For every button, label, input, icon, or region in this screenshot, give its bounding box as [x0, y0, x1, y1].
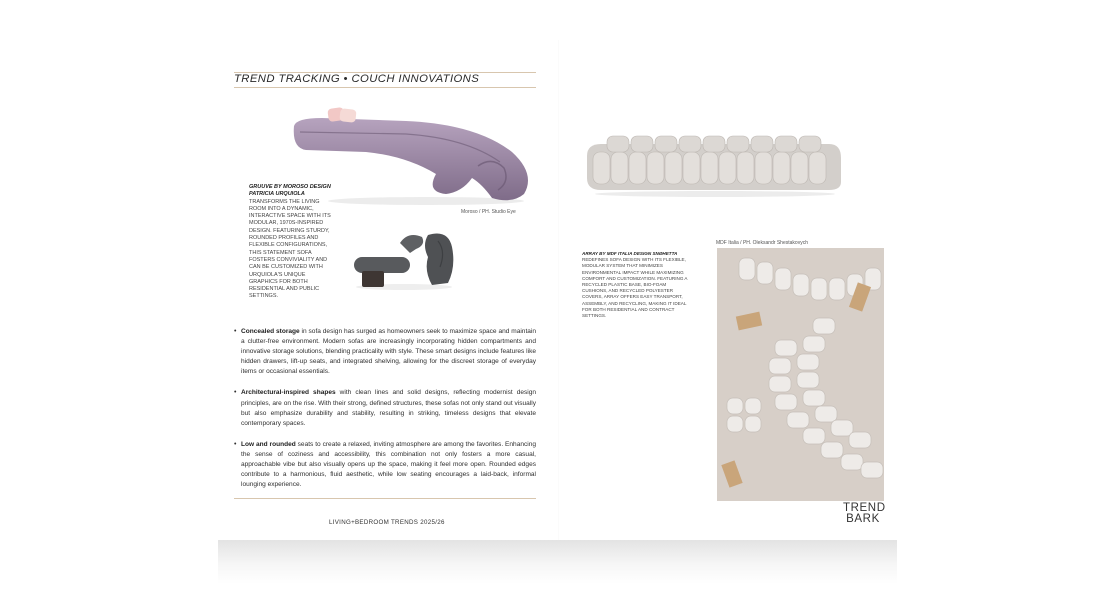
title-rule-bottom — [234, 87, 536, 88]
gruuve-caption — [249, 184, 331, 301]
array-caption — [582, 251, 690, 319]
gruuve-chairs-image — [352, 227, 456, 291]
magazine-spread — [218, 40, 897, 540]
array-sofa-image — [583, 132, 845, 200]
bullet-text: seats to create a relaxed, inviting atmosphere are among the favorites. Enhancing the sense of coziness and accessibility, this combination not only fosters a more casual, approachable vibe but also visually opens up the space, making it feel more open. Rounded edges contribute to a harmonious, fluid aesthetic, while low seating encourages a laid-back, informal lounging experience. — [241, 440, 536, 489]
page-shadow — [218, 540, 897, 584]
bullet-low-and-rounded — [234, 440, 536, 490]
gruuve-photo-credit: Moroso / PH. Studio Eye — [461, 209, 516, 215]
bullet-dot: • — [234, 389, 237, 397]
bullet-dot: • — [234, 328, 237, 335]
page-gutter — [558, 40, 559, 540]
page-footer: LIVING+BEDROOM TRENDS 2025/26 — [329, 519, 445, 526]
logo-line-2: BARK — [846, 513, 880, 525]
array-photo-credit: MDF Italia / PH. Oleksandr Shestakovych — [716, 240, 808, 246]
bullet-lead: Architectural-inspired shapes — [241, 389, 336, 397]
array-caption-body: REDEFINES SOFA DESIGN WITH ITS FLEXIBLE, MODULAR SYSTEM THAT MINIMIZES ENVIRONMENTAL IMPACT WHILE MAXIMIZING COMFORT AND CUSTOMIZATION. FEATURING A RECYCLED PLASTIC BASE, BIO-FOAM CUSHIONS, AND RECYCLED POLYESTER COVERS, ARRAY OFFERS EASY TRANSPORT, ASSEMBLY, AND RECYCLING, MAKING IT IDEAL FOR BOTH RESIDENTIAL AND CONTRACT SETTINGS. — [582, 257, 688, 319]
logo-line-1: TREND — [843, 502, 886, 514]
bullet-architectural-shapes — [234, 388, 536, 428]
footer-rule — [234, 498, 536, 499]
bullet-text: in sofa design has surged as homeowners seek to maximize space and maintain a clutter-free environment. Modern sofas are increasingly incorporating hidden compartments and innovative storage solutions, blending practicality with style. These smart designs include features like hidden drawers, lift-up seats, and integrated shelving, allowing for the discreet storage of everyday items or occasional essentials. — [241, 328, 537, 376]
gruuve-caption-heading: GRUUVE BY MOROSO DESIGN PATRICIA URQUIOLA — [249, 184, 331, 198]
array-overhead-photo — [717, 248, 884, 501]
page-title: TREND TRACKING • COUCH INNOVATIONS — [234, 73, 480, 85]
gruuve-caption-body: TRANSFORMS THE LIVING ROOM INTO A DYNAMIC, INTERACTIVE SPACE WITH ITS MODULAR, 1970S-INSPIRED DESIGN. FEATURING STURDY, ROUNDED PROFILES AND FLEXIBLE CONFIGURATIONS, THIS STATEMENT SOFA FOSTERS CONVIVIALITY AND CAN BE CUSTOMIZED WITH URQUIOLA'S UNIQUE GRAPHICS FOR BOTH RESIDENTIAL AND PUBLIC SETTINGS. — [249, 198, 331, 300]
bullet-text: with clean lines and solid designs, reflecting modernist design principles, are on the rise. With their strong, defined structures, these sofas not only stand out visually but also emphasize durability and stability, resulting in striking, timeless designs that elevate contemporary spaces. — [241, 389, 536, 427]
trend-bullet-list — [234, 327, 536, 501]
bullet-dot: • — [234, 440, 237, 448]
trendbark-logo — [843, 502, 886, 525]
bullet-lead: Concealed storage — [241, 328, 300, 335]
bullet-lead: Low and rounded — [241, 440, 296, 448]
array-caption-heading: ARRAY BY MDF ITALIA DESIGN SNØHETTA — [582, 251, 678, 256]
bullet-concealed-storage — [234, 327, 536, 377]
